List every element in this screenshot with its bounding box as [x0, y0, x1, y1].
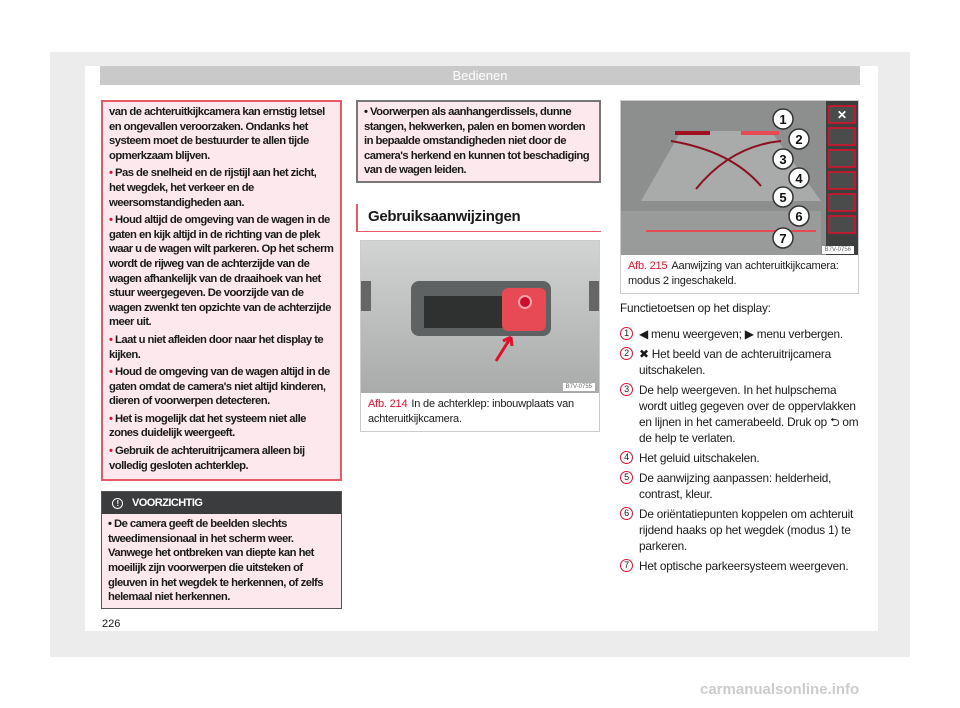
close-icon: ✕: [836, 108, 848, 122]
function-intro: Functietoetsen op het display:: [620, 301, 771, 315]
figure-214: [360, 240, 600, 432]
warning-intro: van de achteruitkijkcamera kan ernstig letsel en ongevallen veroorzaken. Ondanks het systeem moet de bestuurder te allen tijde opmerkzaam blijven.: [109, 106, 325, 162]
figure-code: B7V-0755: [563, 383, 595, 391]
caution-box: [101, 491, 342, 609]
info-icon: !: [112, 498, 123, 509]
warning-bullet: • Pas de snelheid en de rijstijl aan het zicht, het wegdek, het verkeer en de weersomstandigheden aan.: [109, 167, 317, 209]
callout-1: 1: [779, 112, 787, 127]
warning-bullet: • Laat u niet afleiden door naar het display te kijken.: [109, 333, 324, 361]
callout-7: 7: [779, 231, 787, 246]
list-item: 7 Het optische parkeersysteem weergeven.: [620, 558, 865, 574]
list-item: 1 ◀ menu weergeven; ▶ menu verbergen.: [620, 326, 865, 342]
warning-bullet: • Gebruik de achteruitrijcamera alleen bij volledig gesloten achterklep.: [109, 445, 305, 472]
warning-bullet: • Het is mogelijk dat het systeem niet alle zones duidelijk weergeeft.: [109, 412, 306, 440]
tailgate-camera-illustration: [361, 241, 599, 393]
watermark: carmanualsonline.info: [700, 681, 860, 698]
page-header: Bedienen: [100, 66, 860, 85]
list-item: 4 Het geluid uitschakelen.: [620, 450, 865, 466]
callout-2: 2: [795, 132, 803, 147]
callout-6: 6: [795, 209, 803, 224]
warning-bullet: • Houd de omgeving van de wagen altijd in de gaten omdat de camera's niet altijd kinderen, dieren of voorwerpen detecteren.: [109, 366, 330, 408]
list-item: 6 De oriëntatiepunten koppelen om achteruit rijdend haaks op het wegdek (modus 1) te parkeren.: [620, 506, 865, 554]
caution-header: ! VOORZICHTIG: [102, 492, 341, 514]
left-column: [101, 100, 342, 609]
figure-code: B7V-0756: [822, 246, 854, 254]
camera-display-illustration: [621, 101, 858, 255]
callout-5: 5: [779, 190, 787, 205]
callout-3: 3: [779, 152, 787, 167]
warning-bullet: • Houd altijd de omgeving van de wagen in de gaten en kijk altijd in de richting van de plek waar u de wagen wilt parkeren. Op het scherm wordt de rijweg van de achterzijde van de wagen afhankelijk van de draaihoek van het stuur weergegeven. De voorzijde van de wagen zwenkt ten opzichte van de achterzijde meer uit.: [109, 214, 334, 329]
callout-4: 4: [795, 171, 803, 186]
note-box: • Voorwerpen als aanhangerdissels, dunne stangen, hekwerken, palen en bomen worden in bepaalde omstandigheden niet door de camera's herkend en kunnen tot beschadiging van de wagen leiden.: [356, 100, 601, 183]
page-number: 226: [102, 618, 121, 630]
section-heading: Gebruiksaanwijzingen: [356, 204, 601, 232]
caution-text: • De camera geeft de beelden slechts tweedimensionaal in het scherm weer. Vanwege het ontbreken van diepte kan het moeilijk zijn voorwerpen die uitsteken of gleuven in het wegdek te herkennen, of zelfs helemaal niet herkennen.: [108, 518, 323, 604]
list-item: 2 ✖ Het beeld van de achteruitrijcamera uitschakelen.: [620, 346, 865, 378]
figure-caption: Afb. 215 Aanwijzing van achteruitkijkcamera: modus 2 ingeschakeld.: [628, 260, 839, 287]
figure-caption: Afb. 214 In de achterklep: inbouwplaats van achteruitkijkcamera.: [368, 398, 574, 425]
warning-box: [101, 100, 342, 481]
list-item: 5 De aanwijzing aanpassen: helderheid, contrast, kleur.: [620, 470, 865, 502]
function-list: [620, 300, 865, 578]
list-item: 3 De help weergeven. In het hulpschema wordt uitleg gegeven over de oppervlakken en lijnen in het camerabeeld. Druk op ⮌ om de help te verlaten.: [620, 382, 865, 446]
figure-215: [620, 100, 859, 294]
